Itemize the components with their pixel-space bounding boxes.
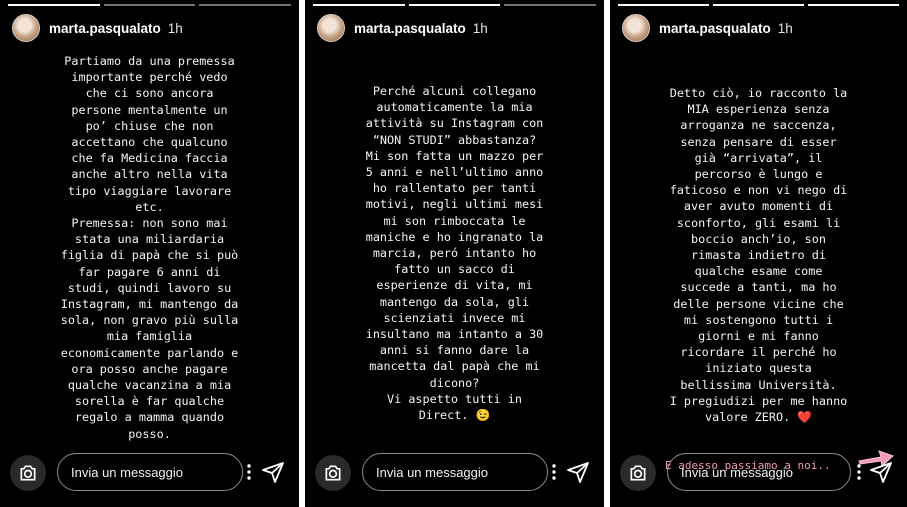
story-progress-bars [618,4,899,6]
avatar[interactable] [622,14,650,42]
send-icon[interactable] [566,461,590,485]
story-progress-bars [8,4,291,6]
story-progress-bars [313,4,596,6]
progress-segment [199,4,291,6]
more-options-icon [552,464,556,480]
progress-segment [8,4,100,6]
camera-icon [628,463,648,483]
avatar[interactable] [12,14,40,42]
progress-segment [504,4,596,6]
progress-segment [104,4,196,6]
reply-bar [305,453,604,493]
story-text: Partiamo da una premessa importante perché vedo che ci sono ancora persone mentalmente un po’ chiuse che non accettano che qualcuno che fa Medicina faccia anche altro nella vita tipo viaggiare lavorare etc. Premessa: non sono mai stata una miliardaria figlia di papà che si può far pagare 6 anni di studi, quindi lavoro su Instagram, mi mantengo da sola, non gravo più sulla mia famiglia economicamente parlando e ora posso anche pagare qualche vacanzina a mia sorella è far qualche regalo a mamma quando posso. [60,54,239,441]
more-options-icon [857,464,861,480]
progress-segment [713,4,804,6]
reply-bar [610,453,907,493]
story-panel-2[interactable] [305,0,604,507]
progress-segment [409,4,501,6]
message-input[interactable] [376,465,552,480]
camera-button[interactable] [10,455,46,491]
story-caption: E adesso passiamo a noi.. [665,459,831,472]
message-field[interactable] [667,453,851,491]
more-options-button[interactable] [857,464,861,480]
message-input[interactable] [681,465,857,480]
send-icon[interactable] [869,461,893,485]
story-panel-1[interactable] [0,0,299,507]
more-options-button[interactable] [552,464,556,480]
story-header[interactable] [12,14,183,42]
story-panel-3[interactable] [610,0,907,507]
username[interactable]: marta.pasqualato [49,20,161,36]
reply-bar [0,453,299,493]
timestamp: 1h [777,20,793,36]
story-header[interactable] [622,14,793,42]
username[interactable]: marta.pasqualato [354,20,466,36]
story-text: Detto ciò, io racconto la MIA esperienza senza arroganza ne saccenza, senza pensare di esser già “arrivata”, il percorso è lungo e faticoso e non vi nego di aver avuto momenti di sconforto, gli esami li boccio anch’io, son rimasta indietro di qualche esame come succede a tanti, ma ho delle persone vicine che mi sostengono tutti i giorni e mi fanno ricordare il perché ho iniziato questa bellissima Università. I pregiudizi per me hanno valore ZERO. ❤️ [669,86,848,425]
message-field[interactable] [362,453,548,491]
username[interactable]: marta.pasqualato [659,20,771,36]
more-options-icon [247,464,251,480]
camera-button[interactable] [620,455,656,491]
message-input[interactable] [71,465,247,480]
story-text: Perché alcuni collegano automaticamente la mia attività su Instagram con “NON STUDI” abbastanza? Mi son fatta un mazzo per 5 anni e nell’ultimo anno ho rallentato per tanti motivi, negli ultimi mesi mi son rimboccata le maniche e ho ingranato la marcia, peró intanto ho fatto un sacco di esperienze di vita, mi mantengo da sola, gli scienziati invece mi insultano ma intanto a 30 anni si fanno dare la mancetta dal papà che mi dicono? Vi aspetto tutti in Direct. 😉 [365,84,544,423]
more-options-button[interactable] [247,464,251,480]
avatar[interactable] [317,14,345,42]
camera-icon [18,463,38,483]
progress-segment [808,4,899,6]
progress-segment [618,4,709,6]
camera-button[interactable] [315,455,351,491]
message-field[interactable] [57,453,243,491]
timestamp: 1h [472,20,488,36]
timestamp: 1h [167,20,183,36]
story-header[interactable] [317,14,488,42]
progress-segment [313,4,405,6]
send-icon[interactable] [261,461,285,485]
camera-icon [323,463,343,483]
